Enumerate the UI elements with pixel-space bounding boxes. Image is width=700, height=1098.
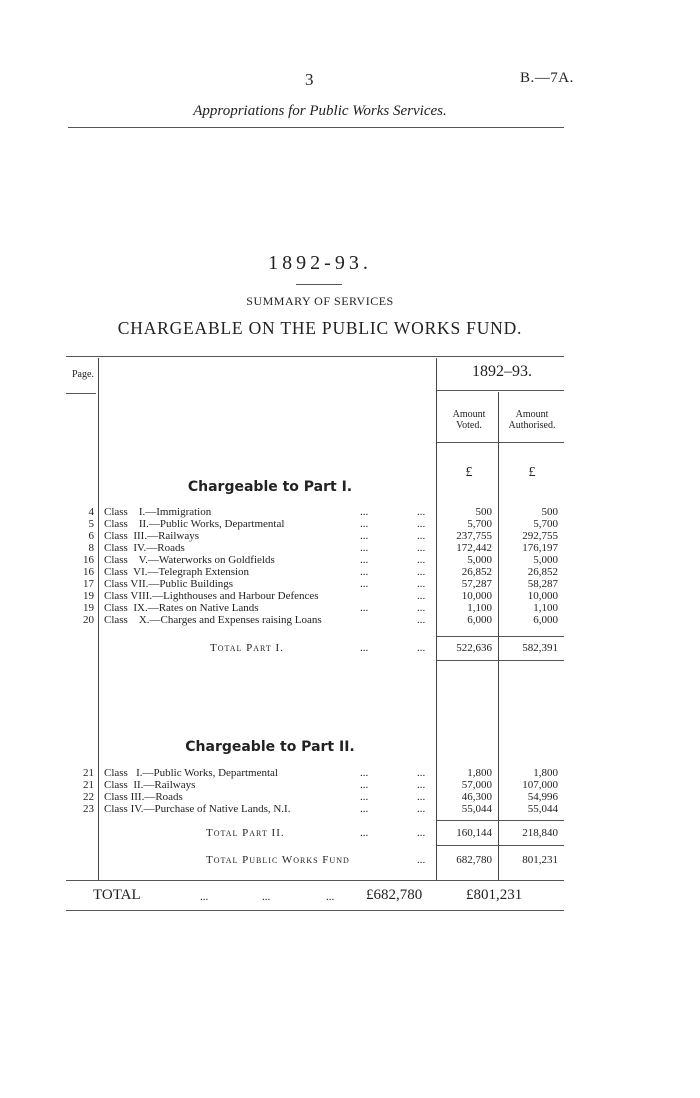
amount-voted: 55,044: [461, 803, 492, 815]
part-2-total-row: [0, 827, 700, 839]
dots: ...: [417, 590, 426, 602]
amount-voted: 5,000: [467, 554, 492, 566]
part-1-total-row: [0, 642, 700, 654]
dots: ...: [360, 518, 369, 530]
amount-voted: 26,852: [461, 566, 492, 578]
page-ref: 17: [83, 578, 94, 590]
dots: ...: [417, 578, 426, 590]
document-reference: B.—7A.: [520, 70, 574, 86]
table-row: [0, 614, 700, 626]
dots: ...: [417, 827, 426, 839]
fund-total-voted: 682,780: [456, 854, 492, 866]
year-heading: 1892-93.: [268, 252, 372, 274]
table-row: [0, 554, 700, 566]
dots: ...: [360, 642, 369, 654]
dots: ...: [326, 891, 335, 903]
amount-voted: 57,000: [461, 779, 492, 791]
dots: ...: [417, 767, 426, 779]
page-header-underline: [66, 393, 96, 394]
page-ref: 21: [83, 767, 94, 779]
table-row: [0, 566, 700, 578]
dots: ...: [417, 530, 426, 542]
document-title: CHARGEABLE ON THE PUBLIC WORKS FUND.: [117, 318, 523, 338]
table-row: [0, 779, 700, 791]
dots: ...: [417, 506, 426, 518]
class-description: Class III.—Roads: [104, 791, 183, 803]
amount-voted-header: Amount Voted.: [452, 409, 486, 431]
amount-voted: 1,100: [467, 602, 492, 614]
table-row: [0, 518, 700, 530]
amount-voted: 237,755: [456, 530, 492, 542]
fund-total-label: Total Public Works Fund: [206, 854, 350, 866]
part-1-subtotal-rule: [437, 636, 564, 637]
page-ref: 8: [88, 542, 94, 554]
amount-authorised: 5,000: [533, 554, 558, 566]
amount-authorised: 292,755: [522, 530, 558, 542]
class-description: Class VIII.—Lighthouses and Harbour Defences: [104, 590, 319, 602]
amount-authorised: 1,100: [533, 602, 558, 614]
amount-authorised: 54,996: [527, 791, 558, 803]
dots: ...: [360, 530, 369, 542]
dots: ...: [360, 827, 369, 839]
part-2-subtotal-rule: [437, 820, 564, 821]
dots: ...: [200, 891, 209, 903]
class-description: Class II.—Public Works, Departmental: [104, 518, 285, 530]
amount-authorised: 10,000: [527, 590, 558, 602]
amount-header-underline: [437, 442, 564, 443]
table-row: [0, 542, 700, 554]
part-2-heading: Chargeable to Part II.: [185, 739, 355, 755]
voted-currency-symbol: £: [465, 465, 473, 480]
part-1-total-voted: 522,636: [456, 642, 492, 654]
page-ref: 20: [83, 614, 94, 626]
amount-authorised: 58,287: [527, 578, 558, 590]
dots: ...: [360, 578, 369, 590]
amount-authorised: 500: [541, 506, 558, 518]
dots: ...: [417, 614, 426, 626]
title-divider: [296, 284, 342, 285]
page-ref: 16: [83, 554, 94, 566]
dots: ...: [417, 518, 426, 530]
page-ref: 21: [83, 779, 94, 791]
class-description: Class IV.—Purchase of Native Lands, N.I.: [104, 803, 291, 815]
grand-total-top-rule: [66, 880, 564, 881]
dots: ...: [417, 554, 426, 566]
table-row: [0, 767, 700, 779]
year-header-underline: [437, 390, 564, 391]
subtitle: SUMMARY OF SERVICES: [246, 294, 394, 308]
dots: ...: [417, 642, 426, 654]
dots: ...: [360, 767, 369, 779]
amount-authorised-header: Amount Authorised.: [508, 409, 556, 431]
class-description: Class VI.—Telegraph Extension: [104, 566, 250, 578]
year-column-header: 1892–93.: [472, 363, 532, 380]
page-ref: 19: [83, 602, 94, 614]
dots: ...: [360, 791, 369, 803]
amount-voted: 1,800: [467, 767, 492, 779]
dots: ...: [417, 854, 426, 866]
class-description: Class V.—Waterworks on Goldfields: [104, 554, 275, 566]
page-ref: 16: [83, 566, 94, 578]
amount-authorised: 6,000: [533, 614, 558, 626]
page-ref: 5: [88, 518, 94, 530]
amount-authorised: 1,800: [533, 767, 558, 779]
amount-voted: 46,300: [461, 791, 492, 803]
running-title: Appropriations for Public Works Services.: [193, 103, 447, 119]
dots: ...: [417, 779, 426, 791]
page-column-header: Page.: [72, 369, 94, 380]
amount-authorised: 5,700: [533, 518, 558, 530]
dots: ...: [360, 542, 369, 554]
authorised-currency-symbol: £: [528, 465, 536, 480]
amount-voted: 6,000: [467, 614, 492, 626]
amount-authorised: 176,197: [522, 542, 558, 554]
grand-total-bottom-rule: [66, 910, 564, 911]
amount-voted: 500: [475, 506, 492, 518]
class-description: Class I.—Public Works, Departmental: [104, 767, 278, 779]
amount-authorised: 107,000: [522, 779, 558, 791]
amount-voted: 172,442: [456, 542, 492, 554]
page-number: 3: [305, 70, 314, 89]
dots: ...: [417, 602, 426, 614]
header-rule: [68, 127, 564, 128]
dots: ...: [417, 542, 426, 554]
amount-authorised: 55,044: [527, 803, 558, 815]
page-ref: 19: [83, 590, 94, 602]
class-description: Class X.—Charges and Expenses raising Loans: [104, 614, 322, 626]
part-1-total-rule: [437, 660, 564, 661]
table-row: [0, 803, 700, 815]
page-ref: 4: [88, 506, 94, 518]
dots: ...: [417, 791, 426, 803]
class-description: Class I.—Immigration: [104, 506, 212, 518]
page-ref: 23: [83, 803, 94, 815]
dots: ...: [417, 566, 426, 578]
table-row: [0, 791, 700, 803]
part-1-total-authorised: 582,391: [522, 642, 558, 654]
class-description: Class IX.—Rates on Native Lands: [104, 602, 259, 614]
table-row: [0, 590, 700, 602]
part-2-total-label: Total Part II.: [206, 827, 285, 839]
class-description: Class VII.—Public Buildings: [104, 578, 234, 590]
dots: ...: [417, 803, 426, 815]
part-2-total-rule: [437, 845, 564, 846]
page-ref: 22: [83, 791, 94, 803]
grand-total-row: [0, 887, 700, 905]
dots: ...: [360, 554, 369, 566]
dots: ...: [360, 779, 369, 791]
grand-total-label: TOTAL: [93, 887, 141, 903]
dots: ...: [360, 506, 369, 518]
grand-total-voted: £682,780: [366, 887, 423, 903]
grand-total-authorised: £801,231: [466, 887, 523, 903]
amount-voted: 57,287: [461, 578, 492, 590]
dots: ...: [360, 602, 369, 614]
part-2-total-authorised: 218,840: [522, 827, 558, 839]
dots: ...: [262, 891, 271, 903]
table-row: [0, 602, 700, 614]
page-ref: 6: [88, 530, 94, 542]
dots: ...: [360, 803, 369, 815]
table-row: [0, 506, 700, 518]
class-description: Class IV.—Roads: [104, 542, 185, 554]
dots: ...: [360, 566, 369, 578]
fund-total-row: [0, 854, 700, 866]
class-description: Class II.—Railways: [104, 779, 196, 791]
amount-voted: 5,700: [467, 518, 492, 530]
amount-voted: 10,000: [461, 590, 492, 602]
part-1-heading: Chargeable to Part I.: [187, 479, 353, 495]
amount-authorised: 26,852: [527, 566, 558, 578]
table-top-rule: [66, 356, 564, 357]
table-row: [0, 530, 700, 542]
part-1-total-label: Total Part I.: [210, 642, 284, 654]
fund-total-authorised: 801,231: [522, 854, 558, 866]
class-description: Class III.—Railways: [104, 530, 200, 542]
table-row: [0, 578, 700, 590]
part-2-total-voted: 160,144: [456, 827, 492, 839]
